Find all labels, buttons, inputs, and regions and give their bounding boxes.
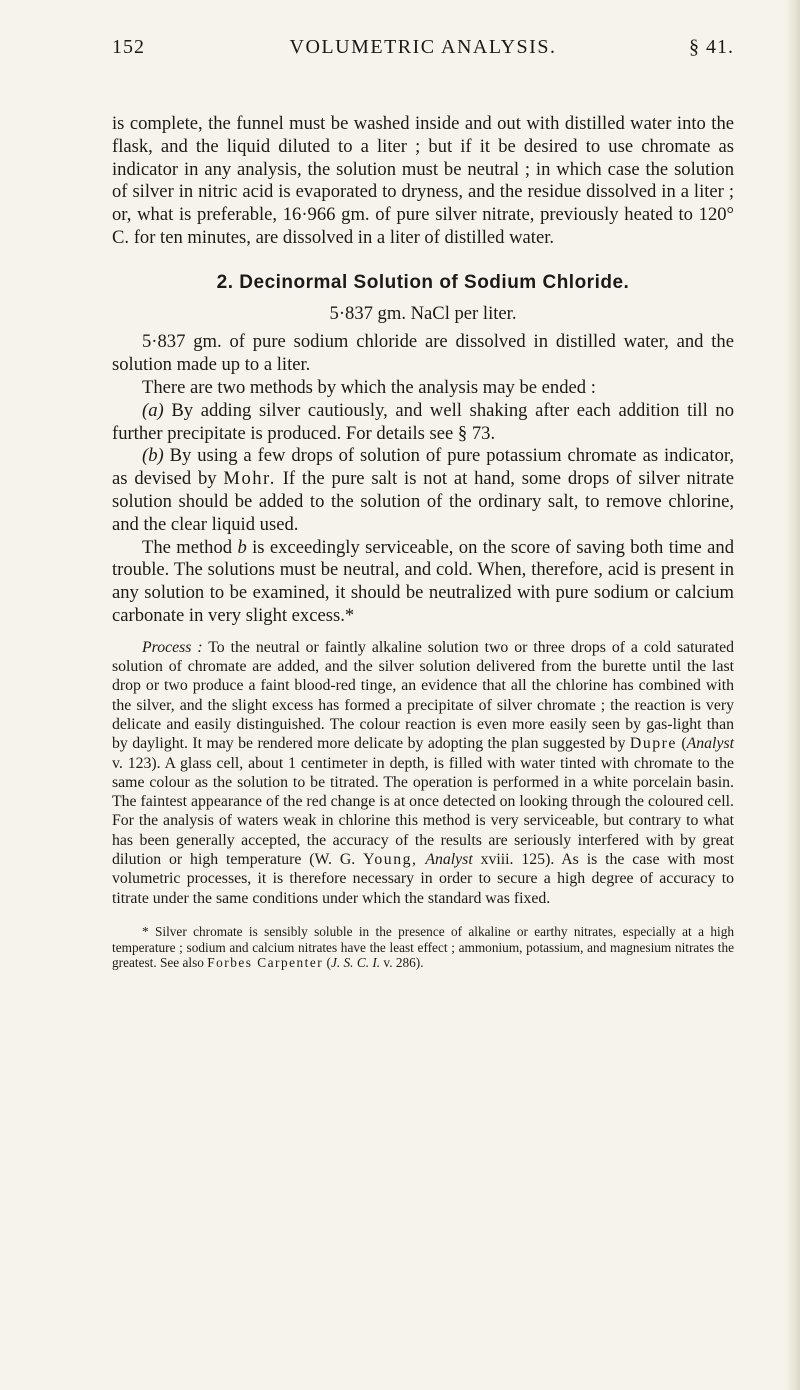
process-text-2: (	[676, 735, 687, 753]
journal-ref-2: Analyst	[425, 851, 473, 868]
method-b-text-2: If the pure salt is not at hand, some drops of silver nitrate solution should be added to the solution of the ordinary salt, to remove chlorine, and the clear liquid used.	[112, 468, 734, 535]
footnote-text-2: (	[323, 955, 331, 971]
footnote-authors: Forbes Carpenter	[207, 955, 324, 971]
journal-ref-1: Analyst	[686, 735, 734, 753]
paragraph-process	[112, 638, 734, 908]
running-header	[112, 36, 734, 70]
paragraph-methods-intro: There are two methods by which the analysis may be ended :	[142, 376, 596, 398]
author-dupre: Dupre	[629, 735, 677, 753]
p5-text-1: The method	[142, 536, 238, 558]
paragraph-method-a	[112, 400, 734, 446]
section-heading: 2. Decinormal Solution of Sodium Chloride.	[216, 271, 630, 293]
process-text-3: v. 123). A glass cell, about 1 centimeter in depth, is filled with water tinted with chromate to the same colour as the solution to be titrated. The operation is performed in a white porcelain basin. The faintest appearance of the red change is at once detected on looking through the coloured cell. For the analysis of waters weak in chlorine this method is very serviceable, but contrary to what has been generally accepted, the accuracy of the results are seriously interfered with by great dilution or high temperature (W. G.	[112, 754, 734, 868]
footnote	[112, 924, 734, 971]
footnote-text-3: v. 286).	[380, 955, 424, 971]
footnote-journal-ref: J. S. C. I.	[330, 955, 381, 971]
method-a-text: By adding silver cautiously, and well shaking after each addition till no further precipitate is produced. For details see § 73.	[112, 399, 734, 444]
p5-text-2: is exceedingly serviceable, on the score of saving both time and trouble. The solutions must be neutral, and cold. When, therefore, acid is present in any solution to be examined, it should be neutralized with pure sodium or calcium carbonate in very slight excess.*	[112, 536, 734, 626]
method-b-text-1: By using a few drops of solution of pure potassium chromate as indicator, as devised by	[112, 445, 734, 490]
paragraph-preparation: 5·837 gm. of pure sodium chloride are dissolved in distilled water, and the solution made up to a liter.	[112, 331, 734, 376]
process-label: Process :	[142, 638, 203, 656]
method-a-label: (a)	[142, 399, 164, 421]
page-body	[112, 113, 734, 971]
paragraph-method-b	[112, 445, 734, 536]
author-young: Young,	[363, 851, 418, 868]
paragraph-continuation: is complete, the funnel must be washed inside and out with distilled water into the flask, and the liquid diluted to a liter ; but if it be desired to use chromate as indicator in any analysis, the solution must be neutral ; in which case the solution of silver in nitric acid is evaporated to dryness, and the residue dissolved in a liter ; or, what is preferable, 16·966 gm. of pure silver nitrate, previously heated to 120° C. for ten minutes, are dissolved in a liter of distilled water.	[112, 113, 734, 248]
footnote-text-1: * Silver chromate is sensibly soluble in the presence of alkaline or earthy nitrates, especially at a high temperature ; sodium and calcium nitrates have the least effect ; ammonium, potassium, and magnesium nitrates the greatest. See also	[112, 923, 734, 971]
p5-method-letter: b	[237, 536, 247, 558]
page-number: 152	[112, 36, 145, 58]
author-mohr: Mohr.	[223, 468, 276, 490]
running-title: VOLUMETRIC ANALYSIS.	[289, 36, 557, 58]
paragraph-method-b-notes	[112, 537, 734, 628]
section-number: § 41.	[689, 36, 734, 58]
page-edge	[786, 0, 800, 1390]
method-b-label: (b)	[142, 445, 164, 467]
process-text-5: xviii. 125). As is the case with most volumetric processes, it is therefore necessary in order to secure a high degree of accuracy to titrate under the same conditions under which the standard was fixed.	[112, 851, 735, 907]
process-text-1: To the neutral or faintly alkaline solution two or three drops of a cold saturated solution of chromate are added, and the silver solution delivered from the burette until the last drop or two produce a faint blood-red tinge, an evidence that all the chlorine has combined with the silver, and the slight excess has formed a precipitate of silver chromate ; the reaction is very delicate and easily distinguished. The colour reaction is even more easily seen by gas-light than by daylight. It may be rendered more delicate by adopting the plan suggested by	[112, 638, 734, 753]
formula-line: 5·837 gm. NaCl per liter.	[329, 302, 517, 324]
